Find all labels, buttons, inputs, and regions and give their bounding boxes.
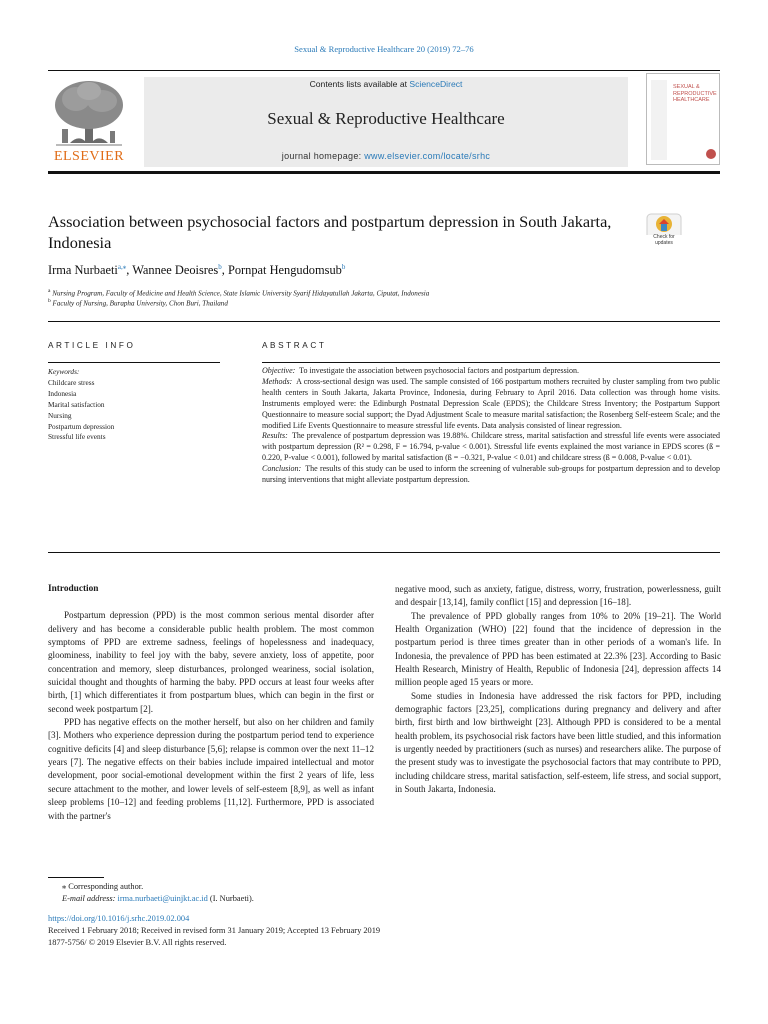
- contents-line: [144, 79, 628, 89]
- article-title: Association between psychosocial factors and postpartum depression in South Jakarta, Indonesia: [48, 212, 612, 252]
- divider-rule: [48, 321, 720, 322]
- tree-icon: [48, 77, 130, 151]
- author-1[interactable]: Irma Nurbaeti$^{a,⁎}$,: [48, 263, 133, 278]
- author-1-affil-marker[interactable]: a,⁎: [117, 263, 127, 271]
- journal-banner: [144, 77, 628, 167]
- cover-title: SEXUAL & REPRODUCTIVE HEALTHCARE: [673, 84, 717, 103]
- keyword-item[interactable]: Nursing: [48, 410, 72, 420]
- author-2-affil-marker[interactable]: b: [218, 263, 222, 271]
- abstract-rule: [262, 362, 720, 363]
- check-for-updates-badge[interactable]: [646, 213, 682, 249]
- keyword-item[interactable]: Indonesia: [48, 388, 77, 398]
- author-list: [48, 263, 345, 278]
- homepage-link[interactable]: www.elsevier.com/locate/srhc: [364, 151, 491, 161]
- body-paragraph: Some studies in Indonesia have addressed the risk factors for PPD, including demographic factors [23,25], complications during pregnancy and delivery and after birth, first birth and low birthweight [23]. Although PPD is considered to be a mental health problem, its psychosocial risk factors have been little studied, and this information is urgently needed by practitioners (such as nurses) and researchers alike. The purpose of the present study was to investigate the psychosocial factors that may contribute to PPD, including childcare stress, marital satisfaction, self-esteem, life stress, and social support, in South Jakarta, Indonesia.: [395, 690, 721, 795]
- updates-badge-label: Check for updates: [653, 234, 675, 246]
- received-dates: Received 1 February 2018; Received in revised form 31 January 2019; Accepted 13 February 2019: [48, 925, 381, 935]
- journal-masthead: [48, 70, 720, 174]
- keyword-item[interactable]: Childcare stress: [48, 377, 95, 387]
- body-column-right: [395, 583, 721, 797]
- corresponding-author-note: ⁎ Corresponding author.: [62, 882, 144, 891]
- copyright-line: 1877-5756/ © 2019 Elsevier B.V. All rights reserved.: [48, 937, 227, 947]
- article-info-heading: ARTICLE INFO: [48, 341, 136, 350]
- author-3[interactable]: Pornpat Hengudomsub$^b$: [227, 263, 346, 278]
- section-heading-introduction: Introduction: [48, 584, 99, 594]
- email-note: E-mail address: irma.nurbaeti@uinjkt.ac.id (I. Nurbaeti).: [62, 894, 254, 904]
- author-3-affil-marker[interactable]: b: [341, 263, 346, 271]
- body-paragraph: The prevalence of PPD globally ranges from 10% to 20% [19–21]. The World Health Organization (WHO) [22] found that the incidence of depression in the postpartum period is three times greater than in other periods of a woman's life. In Indonesia, the prevalence of PPD has been estimated at 22.3% [23]. According to Basic Health Research, Ministry of Health, Republic of Indonesia [24], depression affects 14 million people aged 15 years or more.: [395, 610, 721, 688]
- running-head[interactable]: Sexual & Reproductive Healthcare 20 (2019) 72–76: [294, 44, 474, 54]
- contents-prefix: Contents lists available at: [309, 79, 410, 89]
- publication-meta: [48, 913, 380, 948]
- journal-cover-thumbnail[interactable]: [646, 73, 720, 165]
- footnotes: [48, 881, 254, 906]
- affiliation-a: $^a$ Nursing Program, Faculty of Medicine and Health Science, State Islamic University Syarif Hidayatullah Jakarta, Ciputat, Indonesia: [48, 288, 430, 298]
- keyword-item[interactable]: Postpartum depression: [48, 421, 115, 431]
- keywords-label: Keywords:: [48, 367, 80, 376]
- keywords-block: [48, 367, 220, 443]
- footnote-rule: [48, 877, 104, 878]
- email-link[interactable]: irma.nurbaeti@uinjkt.ac.id: [117, 894, 208, 904]
- abstract-conclusion: Conclusion: The results of this study can be used to inform the screening of vulnerable sub-groups for postpartum depression and to develop nursing interventions that might alleviate postpartum depression.: [262, 464, 720, 485]
- keyword-item[interactable]: Marital satisfaction: [48, 399, 105, 409]
- abstract-objective: Objective: To investigate the association between psychosocial factors and postpartum depression.: [262, 366, 579, 375]
- sciencedirect-link[interactable]: ScienceDirect: [409, 79, 463, 89]
- journal-title: Sexual & Reproductive Healthcare: [267, 109, 505, 128]
- crossmark-icon: [646, 213, 682, 235]
- author-2[interactable]: Wannee Deoisres$^b$,: [132, 263, 228, 278]
- elsevier-logo[interactable]: [48, 77, 130, 169]
- abstract-heading: ABSTRACT: [262, 341, 327, 350]
- body-paragraph: Postpartum depression (PPD) is the most common serious mental disorder after delivery and has become a considerable public health problem. The most common symptoms of PPD are extreme sadness, feelings of hopelessness and inadequacy, gloominess, inability to feel joy with the baby, severe anxiety, loss of appetite, poor concentration and memory, sleep disturbances, prolonged weariness, social isolation, suicidal thought and thoughts of harming the baby. PPD occurs at least four weeks after birth, [1] which differentiates it from postpartum blues, which can begin in the first or second week postpartum [2].: [48, 610, 374, 714]
- body-paragraph: negative mood, such as anxiety, fatigue, distress, worry, frustration, powerlessness, guilt and despair [13,14], family conflict [15] and depression [16–18].: [395, 584, 721, 608]
- abstract-body: [262, 366, 720, 486]
- homepage-line: [144, 151, 628, 161]
- doi-link[interactable]: https://doi.org/10.1016/j.srhc.2019.02.004: [48, 914, 190, 923]
- abstract-methods: Methods: A cross-sectional design was used. The sample consisted of 166 postpartum mothers recruited by cluster sampling from two public health centers in South Jakarta, Jakarta Province, Indonesia, during February to April 2016. Data collection was through home visits. Instruments employed were: the Edinburgh Postnatal Depression Scale (EPDS); the Childcare Stress Inventory; the Postpartum Support Questionnaire to measure social support; the Dyad Adjustment Scale to measure marital satisfaction; the Rosenberg Self-esteem Scale; and the modified Life Events Questionnaire to measure stressful life events. Data analysis consisted of linear regression.: [262, 376, 721, 430]
- affiliation-b: $^b$ Faculty of Nursing, Burapha University, Chon Buri, Thailand: [48, 298, 228, 308]
- abstract-bottom-rule: [48, 552, 720, 553]
- article-info-rule: [48, 362, 220, 363]
- homepage-prefix: journal homepage:: [281, 151, 365, 161]
- publisher-name: ELSEVIER: [53, 149, 125, 164]
- body-paragraph: PPD has negative effects on the mother herself, but also on her children and family [3]. Mothers who experience depression during the postpartum period tend to experience cognitive deficits [4] and sleep disturbance [5,6]; relapse is common over the next 11–12 years [7]. The negative effects on their babies include impaired intellectual and motor development, poor social-emotional development within the first 2 years of life, less secure attachment to the mother, and lower levels of self-esteem [8,9], as well as infant sleep problems [10–12] and feeding problems [11,12]. Furthermore, PPD is associated with the partner's: [48, 717, 374, 821]
- abstract-results: Results: The prevalence of postpartum depression was 19.88%. Childcare stress, marital satisfaction and stressful life events were associated with postpartum depression (R² = 0.298, F = 16.794, p-value < 0.001). Stressful life events explained the most variance in EPDS scores (ß = 0.220, P-value < 0.001), followed by marital satisfaction (ß = −0.321, P-value < 0.01) and childcare stress (ß = 0.008, P-value < 0.01).: [262, 431, 720, 463]
- body-column-left: [48, 583, 374, 823]
- keyword-item[interactable]: Stressful life events: [48, 432, 106, 442]
